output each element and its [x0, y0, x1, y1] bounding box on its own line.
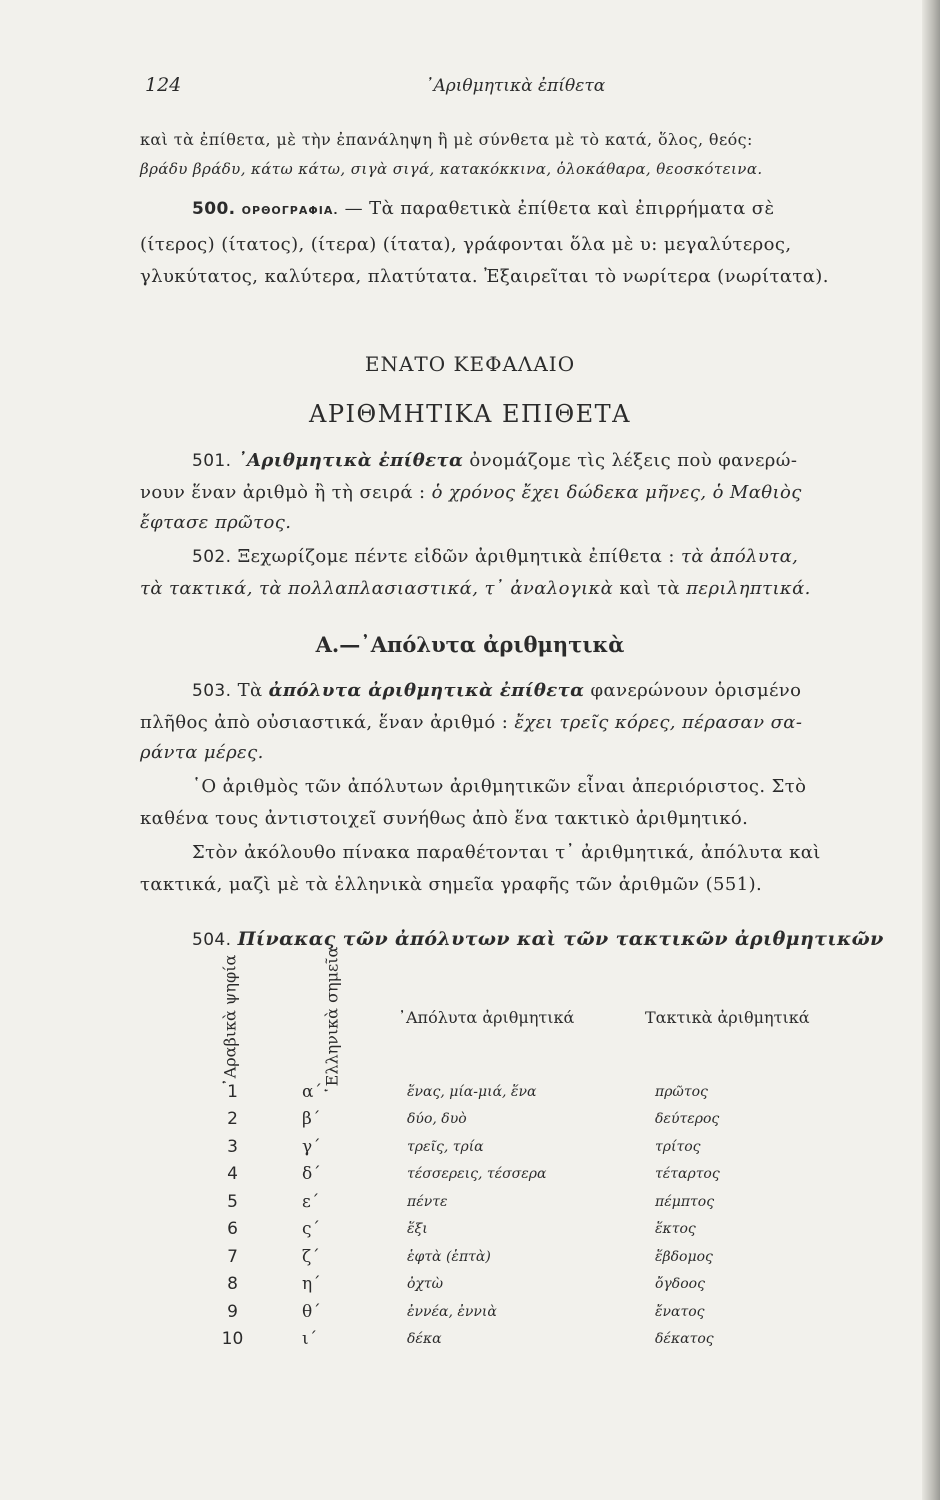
cell-absolute: ἕξι — [407, 1221, 428, 1238]
column-header-absolute: ᾿Απόλυτα ἀριθμητικά — [398, 1008, 575, 1027]
cell-arabic: 10 — [221, 1329, 244, 1350]
table-row — [185, 1271, 875, 1299]
paragraph-number: 501. — [192, 451, 232, 471]
paragraph-example: ὁ χρόνος ἔχει δώδεκα μῆνες, ὁ Μαθιὸς — [431, 482, 802, 503]
cell-arabic: 8 — [227, 1274, 238, 1295]
paragraph-501-line: ἔφτασε πρῶτος. — [140, 512, 292, 533]
chapter-number: ΕΝΑΤΟ ΚΕΦΑΛΑΙΟ — [364, 352, 576, 376]
paragraph-text: — Τὰ παραθετικὰ ἐπίθετα καὶ ἐπιρρήματα σὲ — [344, 198, 775, 219]
page-number: 124 — [145, 74, 182, 96]
paragraph-number: 504. — [192, 930, 232, 950]
paragraph-500-line: (ίτερος) (ίτατος), (ίτερα) (ίτατα), γράφονται ὅλα μὲ υ: μεγαλύτερος, — [140, 234, 792, 255]
column-header-text: ᾿Αραβικὰ ψηφία — [220, 954, 240, 1086]
cell-greek: ζ΄ — [302, 1246, 320, 1267]
paragraph-503-line: καθένα τους ἀντιστοιχεῖ συνήθως ἀπὸ ἕνα τακτικὸ ἀριθμητικό. — [140, 808, 749, 829]
cell-ordinal: ἕβδομος — [655, 1248, 713, 1265]
intro-line: βράδυ βράδυ, κάτω κάτω, σιγὰ σιγά, κατακόκκινα, ὁλοκάθαρα, θεοσκότεινα. — [140, 160, 763, 178]
cell-ordinal: τρίτος — [655, 1138, 701, 1155]
cell-greek: γ΄ — [302, 1136, 321, 1157]
paragraph-503-line: ράντα μέρες. — [140, 742, 264, 763]
cell-ordinal: πρῶτος — [655, 1083, 708, 1100]
cell-ordinal: ὄγδοος — [655, 1276, 705, 1293]
paragraph-term: ἀπόλυτα ἀριθμητικὰ ἐπίθετα — [268, 680, 585, 701]
paragraph-502-line — [140, 546, 798, 567]
table-row — [185, 1216, 875, 1244]
running-head: ᾿Αριθμητικὰ ἐπίθετα — [425, 76, 606, 96]
cell-ordinal: τέταρτος — [655, 1166, 720, 1183]
chapter-title: ΑΡΙΘΜΗΤΙΚΑ ΕΠΙΘΕΤΑ — [309, 400, 631, 428]
paragraph-text: καὶ τὰ — [619, 578, 681, 599]
paragraph-text: ῾Ο ἀριθμὸς τῶν ἀπόλυτων ἀριθμητικῶν εἶναι ἀπεριόριστος. Στὸ — [192, 776, 807, 797]
page-header — [145, 74, 925, 104]
cell-arabic: 2 — [227, 1109, 238, 1130]
cell-greek: ι΄ — [302, 1329, 318, 1350]
table-title: Πίνακας τῶν ἀπόλυτων καὶ τῶν τακτικῶν ἀριθμητικῶν — [237, 928, 884, 950]
intro-line: καὶ τὰ ἐπίθετα, μὲ τὴν ἐπανάληψη ἢ μὲ σύνθετα μὲ τὸ κατά, ὅλος, θεός: — [140, 130, 753, 149]
paragraph-term: ᾿Αριθμητικὰ ἐπίθετα — [237, 450, 464, 471]
paragraph-503-line — [140, 712, 802, 733]
paragraph-text: Ξεχωρίζομε πέντε εἰδῶν ἀριθμητικὰ ἐπίθετα : — [237, 546, 675, 567]
paragraph-500-line — [140, 198, 775, 219]
paragraph-text: Στὸν ἀκόλουθο πίνακα παραθέτονται τ᾿ ἀριθμητικά, ἀπόλυτα καὶ — [192, 842, 821, 863]
paragraph-text: ὀνομάζομε τὶς λέξεις ποὺ φανερώ- — [469, 450, 798, 471]
paragraph-example: ἔχει τρεῖς κόρες, πέρασαν σα- — [514, 712, 803, 733]
paragraph-number: 502. — [192, 547, 232, 567]
cell-arabic: 6 — [227, 1219, 238, 1240]
table-row — [185, 1188, 875, 1216]
cell-ordinal: δεύτερος — [655, 1111, 720, 1128]
cell-greek: ς΄ — [302, 1219, 321, 1240]
cell-greek: ε΄ — [302, 1191, 320, 1212]
cell-ordinal: ἕκτος — [655, 1221, 696, 1238]
cell-ordinal: ἔνατος — [655, 1303, 705, 1320]
paragraph-503-line — [140, 842, 821, 863]
paragraph-501-line — [140, 450, 797, 471]
cell-arabic: 4 — [227, 1164, 238, 1185]
paragraph-example: τὰ τακτικά, τὰ πολλαπλασιαστικά, τ᾿ ἀναλογικὰ — [140, 578, 614, 599]
cell-absolute: δέκα — [407, 1331, 442, 1348]
table-row — [185, 1298, 875, 1326]
paragraph-example: περιληπτικά. — [686, 578, 811, 599]
paragraph-503-line — [140, 776, 806, 797]
paragraph-500-line: γλυκύτατος, καλύτερα, πλατύτατα. Ἐξαιρεῖται τὸ νωρίτερα (νωρίτατα). — [140, 266, 829, 287]
page-edge-shadow — [922, 0, 940, 1500]
cell-absolute: δύο, δυὸ — [407, 1111, 467, 1128]
cell-greek: δ΄ — [302, 1164, 321, 1185]
column-header-ordinal: Τακτικὰ ἀριθμητικά — [645, 1008, 810, 1027]
cell-arabic: 9 — [227, 1301, 238, 1322]
table-row — [185, 1326, 875, 1354]
paragraph-text: φανερώνουν ὁρισμένο — [590, 680, 802, 701]
cell-greek: α΄ — [302, 1081, 322, 1102]
subsection-heading: Α.—᾿Απόλυτα ἀριθμητικὰ — [315, 632, 625, 657]
paragraph-504-line — [140, 928, 884, 950]
table-row — [185, 1243, 875, 1271]
column-header-arabic — [200, 954, 260, 1086]
paragraph-label: ΟΡΘΟΓΡΑΦΙΑ. — [241, 204, 339, 217]
table-row — [185, 1106, 875, 1134]
cell-absolute: τρεῖς, τρία — [407, 1138, 484, 1155]
paragraph-text: Τὰ — [237, 680, 263, 701]
cell-ordinal: δέκατος — [655, 1331, 714, 1348]
paragraph-501-line — [140, 482, 802, 503]
column-header-text: ῾Ελληνικὰ σημεῖα — [322, 946, 342, 1094]
table-row — [185, 1161, 875, 1189]
cell-greek: θ΄ — [302, 1301, 321, 1322]
cell-greek: β΄ — [302, 1109, 321, 1130]
paragraph-text: νουν ἕναν ἀριθμὸ ἢ τὴ σειρά : — [140, 482, 426, 503]
cell-absolute: ὀχτὼ — [407, 1276, 444, 1293]
column-header-greek — [302, 946, 362, 1094]
cell-absolute: ἕνας, μία-μιά, ἕνα — [407, 1083, 537, 1100]
cell-absolute: πέντε — [407, 1193, 448, 1210]
paragraph-number: 503. — [192, 681, 232, 701]
paragraph-number: 500. — [192, 199, 236, 219]
cell-ordinal: πέμπτος — [655, 1193, 715, 1210]
paragraph-example: τὰ ἀπόλυτα, — [681, 546, 799, 567]
cell-absolute: ἑφτὰ (ἑπτὰ) — [407, 1248, 491, 1265]
cell-absolute: τέσσερεις, τέσσερα — [407, 1166, 547, 1183]
cell-greek: η΄ — [302, 1274, 321, 1295]
cell-arabic: 5 — [227, 1191, 238, 1212]
table-row — [185, 1133, 875, 1161]
paragraph-text: πλῆθος ἀπὸ οὐσιαστικά, ἕναν ἀριθμό : — [140, 712, 509, 733]
cell-arabic: 7 — [227, 1246, 238, 1267]
paragraph-503-line: τακτικά, μαζὶ μὲ τὰ ἑλληνικὰ σημεῖα γραφῆς τῶν ἀριθμῶν (551). — [140, 874, 763, 895]
table-row — [185, 1078, 875, 1106]
paragraph-502-line — [140, 578, 811, 599]
paragraph-503-line — [140, 680, 801, 701]
cell-absolute: ἐννέα, ἐννιὰ — [407, 1303, 497, 1320]
numerals-table — [185, 1078, 875, 1353]
cell-arabic: 1 — [227, 1081, 238, 1102]
cell-arabic: 3 — [227, 1136, 238, 1157]
